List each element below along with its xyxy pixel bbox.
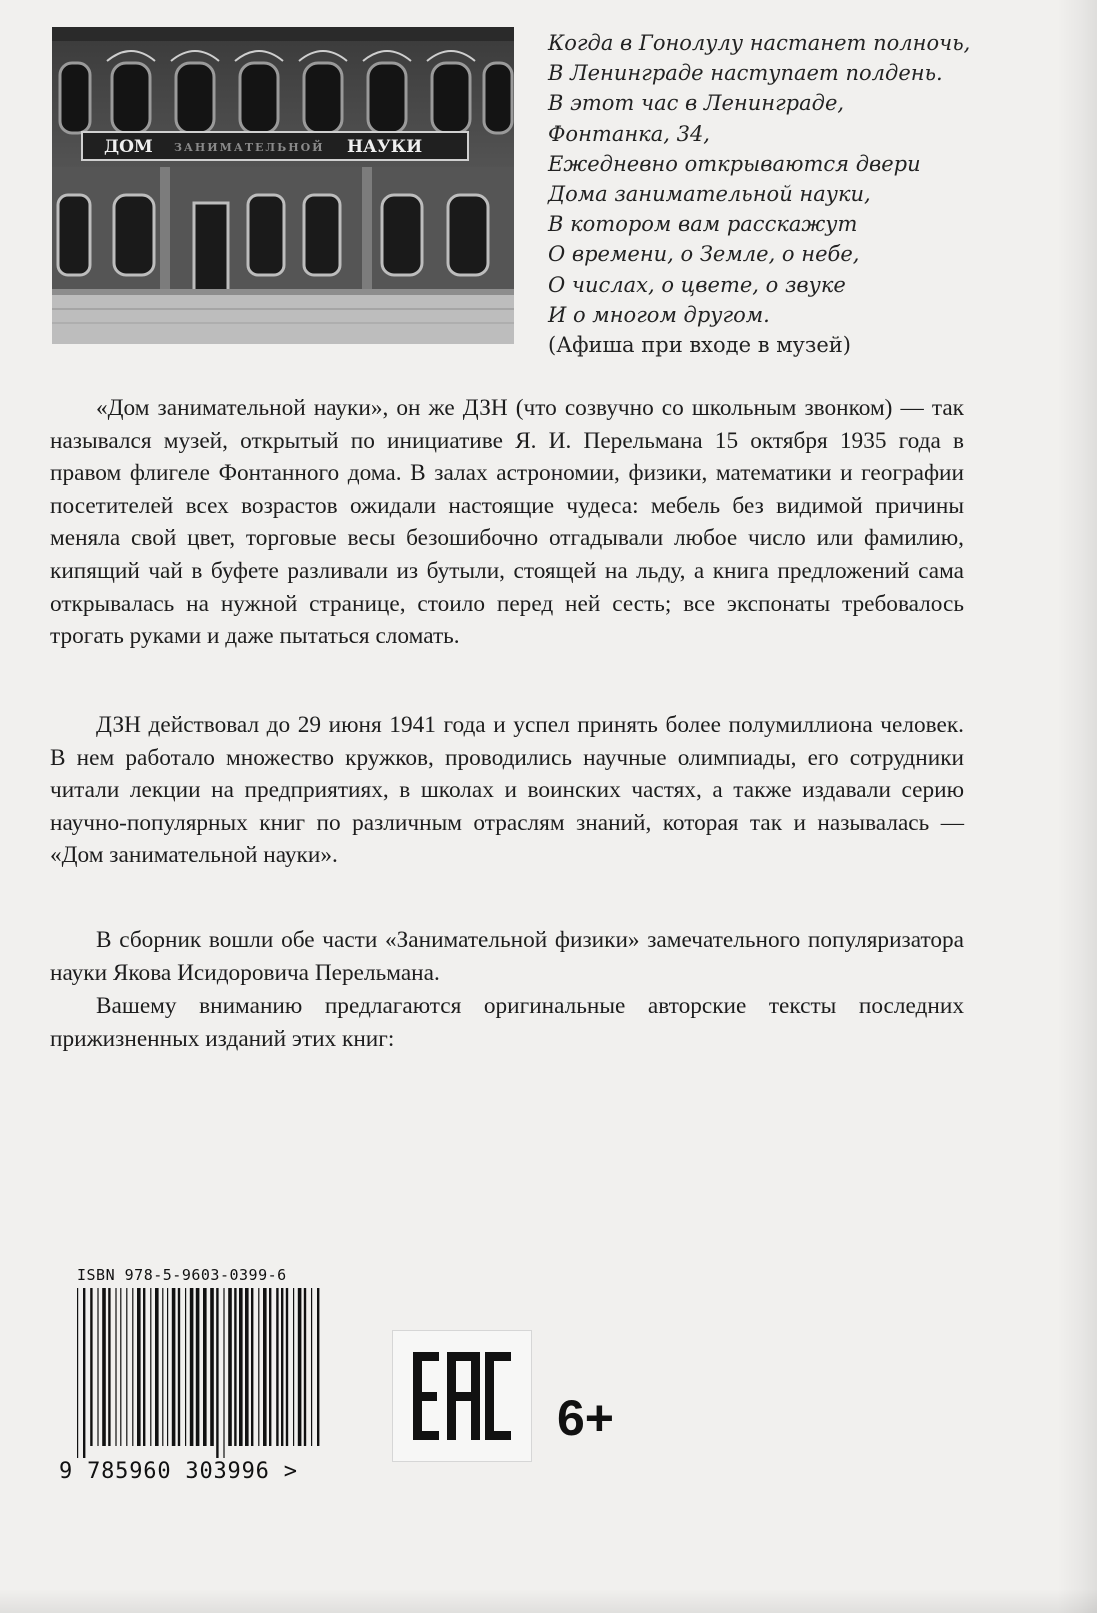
barcode-bar — [132, 1288, 133, 1446]
barcode-bar — [77, 1288, 78, 1458]
poem-line: В этот час в Ленинграде, — [548, 91, 845, 116]
age-rating: 6+ — [557, 1390, 615, 1446]
poem-line: В Ленинграде наступает полдень. — [548, 61, 943, 86]
sign-word-zanimatelnoy: ЗАНИМАТЕЛЬНОЙ — [174, 141, 325, 154]
barcode-bar — [317, 1288, 319, 1446]
poem-line: О числах, о цвете, о звуке — [548, 272, 846, 297]
building-illustration — [52, 27, 514, 344]
museum-photo — [52, 27, 514, 344]
bottom-edge-shadow — [0, 1589, 1097, 1613]
barcode-bar — [298, 1288, 302, 1446]
barcode-bar — [234, 1288, 236, 1446]
paragraph-museum-description: «Дом занимательной науки», он же ДЗН (что созвучно со школьным звонком) — так назывался музей, открытый по инициативе Я. И. Перельмана 15 октября 1935 года в правом флигеле Фонтанного дома. В залах астрономии, физики, математики и географии посетителей всех возрастов ожидали настоящие чудеса: мебель без видимой причины меняла свой цвет, торговые весы безошибочно отгадывали любое число или фамилию, кипящий чай в буфете разливали из бутыли, стоящей на льду, а книга предложений сама открывалась на нужной странице, стоило перед ней сесть; все экспонаты требовалось трогать руками и даже пытаться сломать. — [50, 395, 964, 650]
barcode-bar — [83, 1288, 85, 1458]
barcode-bar — [172, 1288, 176, 1446]
barcode-bar — [102, 1288, 106, 1446]
paragraph-collection-contents: В сборник вошли обе части «Занимательной физики» замечательного популяризатора науки Якова Исидоровича Перельмана. — [50, 927, 964, 986]
barcode-bar — [190, 1288, 194, 1446]
barcode-bar — [239, 1288, 243, 1446]
barcode-bar — [137, 1288, 141, 1446]
eac-logo-icon — [413, 1352, 511, 1440]
barcode-bar — [196, 1288, 200, 1446]
poem-line: Ежедневно открываются двери — [548, 151, 921, 176]
barcode-bar — [223, 1288, 224, 1458]
barcode-bar — [185, 1288, 186, 1446]
barcode-bar — [293, 1288, 294, 1446]
paragraph-original-texts: Вашему вниманию предлагаются оригинальные авторские тексты последних прижизненных изданий этих книг: — [50, 993, 964, 1052]
poem-line: В котором вам расскажут — [548, 212, 858, 237]
barcode-bar — [269, 1288, 271, 1446]
poem-line: Дома занимательной науки, — [548, 182, 871, 207]
barcode-bar — [210, 1288, 214, 1446]
barcode-bar — [276, 1288, 278, 1446]
barcode-bar — [126, 1288, 127, 1446]
sign-word-dom: ДОМ — [104, 137, 153, 157]
poem-line: Фонтанка, 34, — [548, 121, 710, 146]
poem-caption: (Афиша при входе в музей) — [548, 333, 851, 358]
barcode-bar — [304, 1288, 306, 1446]
eac-mark — [392, 1330, 532, 1462]
barcode-bar — [263, 1288, 267, 1446]
sign-word-nauki: НАУКИ — [347, 137, 423, 157]
isbn-barcode — [75, 1288, 325, 1458]
barcode-bar — [216, 1288, 218, 1458]
barcode-bar — [167, 1288, 168, 1446]
isbn-label: ISBN 978-5-9603-0399-6 — [77, 1266, 287, 1284]
barcode-bar — [115, 1288, 116, 1446]
barcode-bar — [281, 1288, 283, 1446]
barcode-bar — [150, 1288, 151, 1446]
barcode-digits: 9 785960 303996 > — [59, 1459, 298, 1484]
barcode-bar — [143, 1288, 145, 1446]
poem-line: О времени, о Земле, о небе, — [548, 242, 860, 267]
barcode-bar — [97, 1288, 98, 1446]
barcode-bar — [178, 1288, 180, 1446]
barcode-bar — [311, 1288, 312, 1446]
poem-line: И о многом другом. — [548, 302, 770, 327]
barcode-bar — [251, 1288, 253, 1446]
barcode-bar — [108, 1288, 110, 1446]
barcode-bar — [155, 1288, 159, 1446]
paragraph-museum-history: ДЗН действовал до 29 июня 1941 года и успел принять более полумиллиона человек. В нем работало множество кружков, проводились научные олимпиады, его сотрудники читали лекции на предприятиях, в школах и воинских частях, а также издавали серию научно-популярных книг по различным отраслям знаний, которая так и называлась — «Дом занимательной науки». — [50, 712, 964, 869]
barcode-bar — [162, 1288, 163, 1446]
poem-line: Когда в Гонолулу настанет полночь, — [548, 31, 971, 55]
barcode-bar — [120, 1288, 121, 1446]
barcode-bar — [286, 1288, 288, 1446]
barcode-bar — [203, 1288, 207, 1446]
barcode-bar — [258, 1288, 259, 1446]
barcode-bar — [245, 1288, 249, 1446]
epigraph-poem — [548, 28, 1068, 360]
barcode-bar — [90, 1288, 92, 1446]
barcode-bar — [228, 1288, 232, 1446]
